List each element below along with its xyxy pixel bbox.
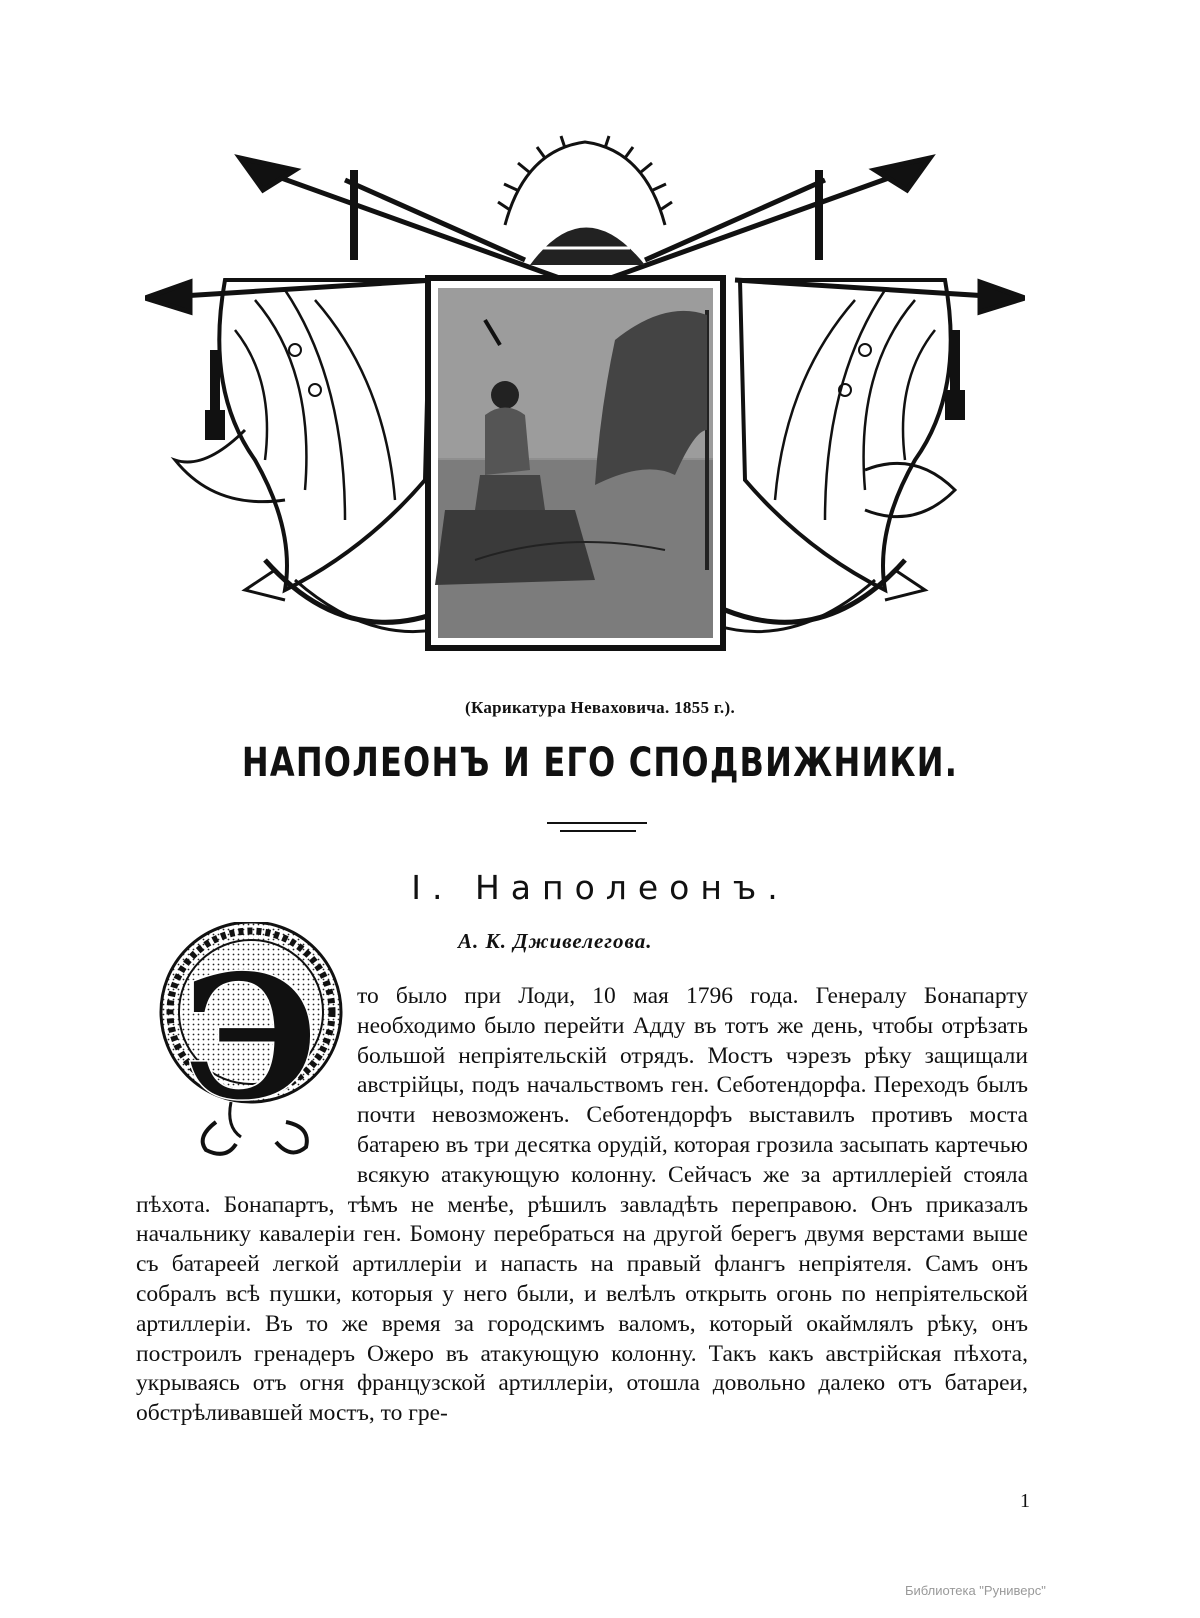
article-body-text: то было при Лоди, 10 мая 1796 года. Генералу Бонапарту необходимо было перейти Адду въ тотъ же день, чтобы отрѣзать большой непріятельскій отрядъ. Мостъ чэрезъ рѣку защищали австрійцы, подъ начальствомъ ген. Себотендорфа. Переходъ былъ почти невозможенъ. Себотендорфъ выставилъ противъ моста батарею въ три десятка орудій, которая грозила засыпать картечью всякую атакующую колонну. Сейчасъ же за артиллеріей стояла пѣхота. Бонапартъ, тѣмъ не менѣе, рѣшилъ завладѣть переправою. Онъ приказалъ начальнику кавалеріи ген. Бомону перебраться на другой берегъ двумя верстами выше съ батареей легкой артиллеріи и напасть на правый флангъ непріятеля. Самъ онъ собралъ всѣ пушки, которыя у него были, и велѣлъ открыть огонь по непріятельской артиллеріи. Въ то же время за городскимъ валомъ, который окаймлялъ рѣку, онъ построилъ гренадеръ Ожеро въ атакующую колонну. Такъ какъ австрійская пѣхота, укрываясь отъ огня французской артиллеріи, отошла довольно далеко отъ батареи, обстрѣливавшей мостъ, то гре- — [136, 983, 1028, 1427]
frontispiece-illustration — [145, 130, 1025, 690]
illustration-caption: (Карикатура Неваховича. 1855 г.). — [465, 698, 735, 717]
page-number: 1 — [1020, 1490, 1030, 1512]
article-body — [136, 982, 1028, 1429]
library-watermark: Библиотека "Руниверс" — [905, 1583, 1046, 1598]
dropcap-space — [136, 982, 357, 1190]
dropcap-letter: Э — [183, 938, 319, 1138]
page-title: НАПОЛЕОНЪ И ЕГО СПОДВИЖНИКИ. — [241, 740, 959, 786]
section-title: I. Наполеонъ. — [411, 868, 789, 907]
title-rule-bottom — [560, 830, 636, 832]
author-byline: А. К. Дживелегова. — [458, 929, 653, 953]
title-rule-top — [547, 822, 647, 824]
